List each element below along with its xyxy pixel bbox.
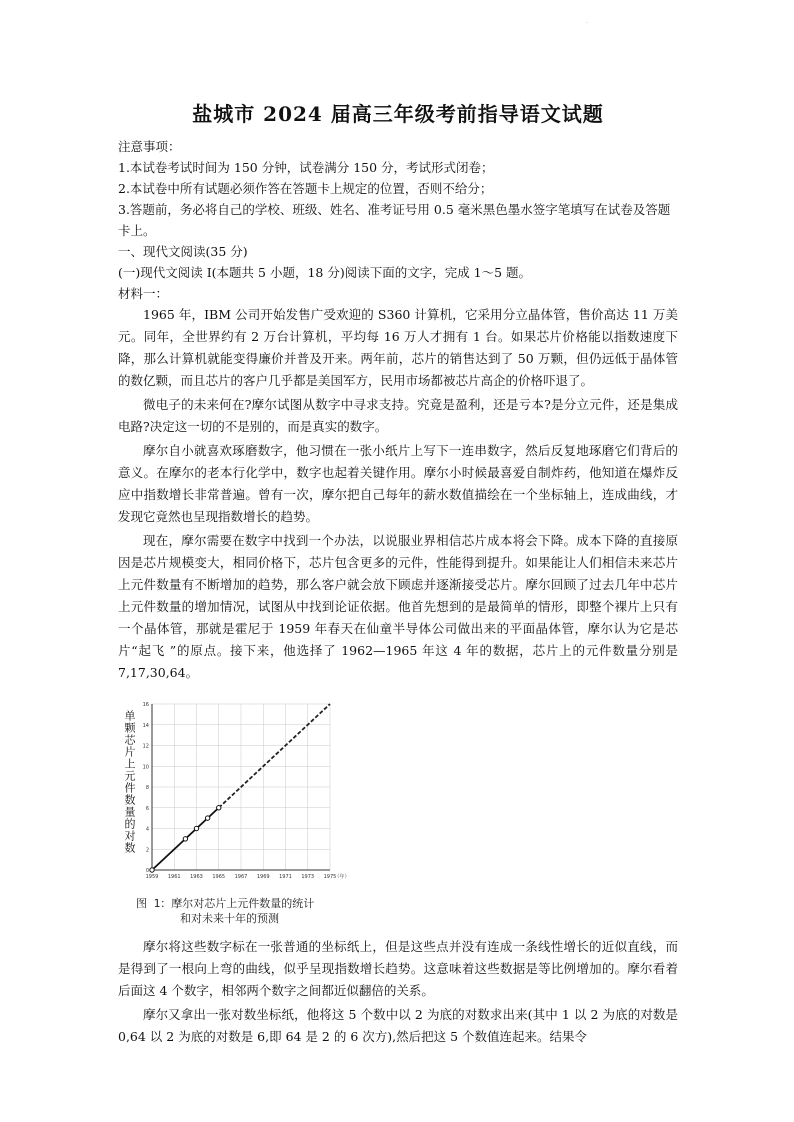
body-paragraph: 1965 年，IBM 公司开始发售广受欢迎的 S360 计算机，它采用分立晶体管，售价高达 11 万美元。同年，全世界约有 2 万台计算机，平均每 16 万人才拥有 1 台。如果芯片价格能以指数速度下降，那么计算机就能变得廉价并普及开来。两年前，芯片的销售达到了 50 万颗，但仍远低于晶体管的数亿颗，而且芯片的客户几乎都是美国军方，民用市场都被芯片高企的价格吓退了。 [118, 307, 678, 388]
caption-line-2: 和对未来十年的预测 [180, 912, 279, 925]
body-paragraph: 摩尔又拿出一张对数坐标纸，他将这 5 个数中以 2 为底的对数求出来(其中 1 以 2 为底的对数是 0,64 以 2 为底的对数是 6,即 64 是 2 的 6 次方),然后把这 5 个数值连起来。结果令 [118, 1007, 678, 1044]
x-tick-label: 1965 [212, 874, 226, 880]
y-tick-label: 14 [142, 722, 149, 729]
data-point [194, 826, 198, 830]
notice-heading: 注意事项： [118, 139, 181, 154]
chart-caption [136, 896, 678, 926]
y-tick-label: 0 [145, 868, 149, 874]
section-heading: 一、现代文阅读(35 分) [118, 244, 248, 259]
document-page [118, 100, 678, 1050]
body-paragraph: 摩尔自小就喜欢琢磨数字，他习惯在一张小纸片上写下一连串数字，然后反复地琢磨它们背后的意义。在摩尔的老本行化学中，数字也起着关键作用。摩尔小时候最喜爱自制炸药，他知道在爆炸反应中指数增长非常普遍。曾有一次，摩尔把自己每年的薪水数值描绘在一个坐标轴上，连成曲线，才发现它竟然也呈现指数增长的趋势。 [118, 443, 678, 524]
notice-item: 2.本试卷中所有试题必须作答在答题卡上规定的位置，否则不给分； [118, 181, 493, 196]
y-tick-label: 12 [142, 743, 149, 750]
body-paragraph: 摩尔将这些数字标在一张普通的坐标纸上，但是这些点并没有连成一条线性增长的近似直线，而是得到了一根向上弯的曲线，似乎呈现指数增长趋势。这意味着这些数据是等比例增加的。摩尔看着后面这 4 个数字，相邻两个数字之间都近似翻倍的关系。 [118, 939, 678, 998]
data-point [217, 806, 221, 810]
x-tick-label: 1975 [323, 874, 337, 880]
projection-line [219, 704, 330, 808]
page-mark: . [586, 18, 588, 25]
chart-svg [118, 692, 358, 892]
subsection-heading: (一)现代文阅读 Ⅰ(本题共 5 小题，18 分)阅读下面的文字，完成 1～5 题。 [118, 265, 532, 280]
x-tick-label: 1971 [279, 874, 292, 880]
x-unit-label: （年） [334, 874, 350, 880]
notice-item: 1.本试卷考试时间为 150 分钟，试卷满分 150 分，考试形式闭卷； [118, 160, 494, 175]
y-tick-label: 10 [142, 764, 149, 771]
y-tick-label: 8 [145, 785, 149, 791]
page-title: 盐城市 2024 届高三年级考前指导语文试题 [192, 102, 604, 126]
chart-y-label: 单颗芯片上元件数量的对数 [123, 710, 136, 854]
y-tick-label: 2 [145, 847, 149, 854]
y-tick-label: 16 [142, 702, 149, 708]
data-point [183, 837, 187, 841]
x-tick-label: 1961 [167, 874, 181, 880]
caption-line-1: 图 1：摩尔对芯片上元件数量的统计 [136, 897, 315, 910]
x-tick-label: 1973 [301, 874, 315, 880]
y-tick-label: 6 [145, 805, 149, 812]
body-paragraph: 微电子的未来何在?摩尔试图从数字中寻求支持。究竟是盈利，还是亏本?是分立元件，还是集成电路?决定这一切的不是别的，而是真实的数字。 [118, 397, 678, 434]
x-tick-label: 1967 [234, 874, 248, 880]
x-tick-label: 1969 [256, 874, 270, 880]
notice-item: 3.答题前，务必将自己的学校、班级、姓名、准考证号用 0.5 毫米黑色墨水签字笔填写在试卷及答题卡上。 [118, 202, 671, 238]
moore-chart [118, 692, 358, 892]
x-tick-label: 1959 [145, 874, 159, 880]
x-tick-label: 1963 [190, 874, 203, 880]
material-label: 材料一： [118, 286, 169, 301]
body-paragraph: 现在，摩尔需要在数字中找到一个办法，以说服业界相信芯片成本将会下降。成本下降的直接原因是芯片规模变大，相同价格下，芯片包含更多的元件，性能得到提升。如果能让人们相信未来芯片上元件数量有不断增加的趋势，那么客户就会放下顾虑并逐渐接受芯片。摩尔回顾了过去几年中芯片上元件数量的增加情况，试图从中找到论证依据。他首先想到的是最简单的情形，即整个裸片上只有一个晶体管，那就是霍尼于 1959 年春天在仙童半导体公司做出来的平面晶体管，摩尔认为它是芯片“起飞 ”的原点。接下来，他选择了 1962—1965 年这 4 年的数据，芯片上的元件数量分别是 7,17,30,64。 [118, 533, 678, 680]
data-point [205, 816, 209, 820]
y-tick-label: 4 [145, 826, 149, 833]
data-point [150, 868, 154, 872]
